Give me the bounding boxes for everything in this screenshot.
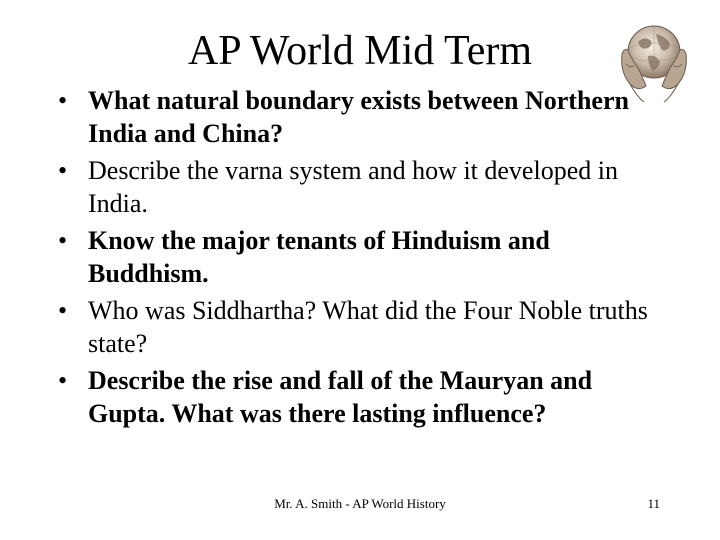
bullet-item [58, 154, 668, 220]
bullet-marker: • [58, 86, 68, 115]
bullet-text: Describe the varna system and how it developed in India. [88, 156, 618, 218]
page-number: 11 [647, 496, 660, 511]
bullet-text: Know the major tenants of Hinduism and Buddhism. [88, 226, 550, 288]
bullet-item [58, 84, 668, 150]
bullet-item [58, 364, 668, 430]
bullet-item [58, 294, 668, 360]
bullet-text: Who was Siddhartha? What did the Four Noble truths state? [88, 296, 648, 358]
slide-title: AP World Mid Term [187, 28, 533, 74]
bullet-marker: • [58, 366, 68, 395]
bullet-list [58, 84, 668, 434]
bullet-text: What natural boundary exists between Northern India and China? [88, 86, 629, 148]
bullet-text: Describe the rise and fall of the Mauryan and Gupta. What was there lasting influence? [88, 366, 593, 428]
bullet-item [58, 224, 668, 290]
footer-author: Mr. A. Smith - AP World History [274, 496, 446, 511]
bullet-marker: • [58, 296, 68, 325]
bullet-marker: • [58, 156, 68, 185]
bullet-marker: • [58, 226, 68, 255]
